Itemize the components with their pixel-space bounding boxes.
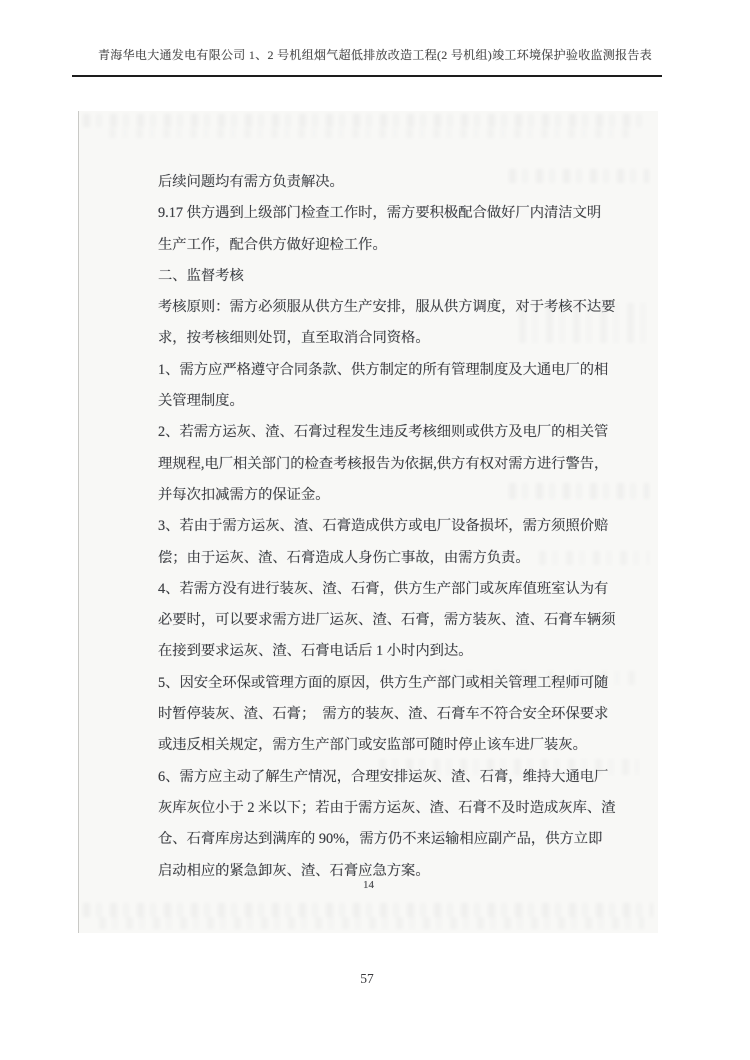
text-line: 偿；由于运灰、渣、石膏造成人身伤亡事故，由需方负责。 [158, 549, 530, 566]
header-rule-divider [72, 75, 662, 77]
bleed-through-artifact [83, 114, 649, 127]
text-line: 4、若需方没有进行装灰、渣、石膏，供方生产部门或灰库值班室认为有 [158, 580, 609, 597]
text-line: 并每次扣减需方的保证金。 [158, 486, 330, 503]
text-line: 3、若由于需方运灰、渣、石膏造成供方或电厂设备损坏，需方须照价赔 [158, 518, 609, 535]
scan-text-lines [158, 167, 616, 887]
text-line: 启动相应的紧急卸灰、渣、石膏应急方案。 [158, 862, 430, 879]
text-line: 必要时，可以要求需方进厂运灰、渣、石膏，需方装灰、渣、石膏车辆须 [158, 612, 616, 629]
text-line: 生产工作，配合供方做好迎检工作。 [158, 236, 387, 253]
text-line: 关管理制度。 [158, 393, 244, 410]
text-line: 二、监督考核 [158, 267, 244, 284]
bleed-through-artifact [99, 917, 644, 929]
text-line: 求，按考核细则处罚，直至取消合同资格。 [158, 330, 430, 347]
text-line: 灰库灰位小于 2 米以下；若由于需方运灰、渣、石膏不及时造成灰库、渣 [158, 799, 616, 816]
report-header-title: 青海华电大通发电有限公司 1、2 号机组烟气超低排放改造工程(2 号机组)竣工环境保护验收监测报告表 [98, 48, 652, 62]
text-line: 在接到要求运灰、渣、石膏电话后 1 小时内到达。 [158, 643, 473, 660]
scan-page-number: 14 [363, 879, 374, 891]
text-line: 后续问题均有需方负责解决。 [158, 174, 344, 190]
text-line: 或违反相关规定，需方生产部门或安监部可随时停止该车进厂装灰。 [158, 737, 587, 754]
bleed-through-artifact [83, 903, 653, 917]
text-line: 理规程,电厂相关部门的检查考核报告为依据,供方有权对需方进行警告， [158, 455, 609, 472]
text-line: 仓、石膏库房达到满库的 90%，需方仍不来运输相应副产品，供方立即 [158, 831, 603, 848]
text-line: 9.17 供方遇到上级部门检查工作时，需方要积极配合做好厂内清洁文明 [158, 205, 602, 222]
text-line: 1、需方应严格遵守合同条款、供方制定的所有管理制度及大通电厂的相 [158, 361, 609, 378]
text-line: 考核原则：需方必须服从供方生产安排，服从供方调度，对于考核不达要 [158, 299, 616, 316]
text-line: 2、若需方运灰、渣、石膏过程发生违反考核细则或供方及电厂的相关管 [158, 424, 609, 441]
scanned-document-page [78, 111, 658, 933]
text-line: 6、需方应主动了解生产情况，合理安排运灰、渣、石膏，维持大通电厂 [158, 768, 609, 785]
bleed-through-artifact [109, 128, 629, 138]
report-page-number: 57 [360, 971, 374, 986]
text-line: 时暂停装灰、渣、石膏； 需方的装灰、渣、石膏车不符合安全环保要求 [158, 706, 609, 723]
text-line: 5、因安全环保或管理方面的原因，供方生产部门或相关管理工程师可随 [158, 674, 609, 691]
